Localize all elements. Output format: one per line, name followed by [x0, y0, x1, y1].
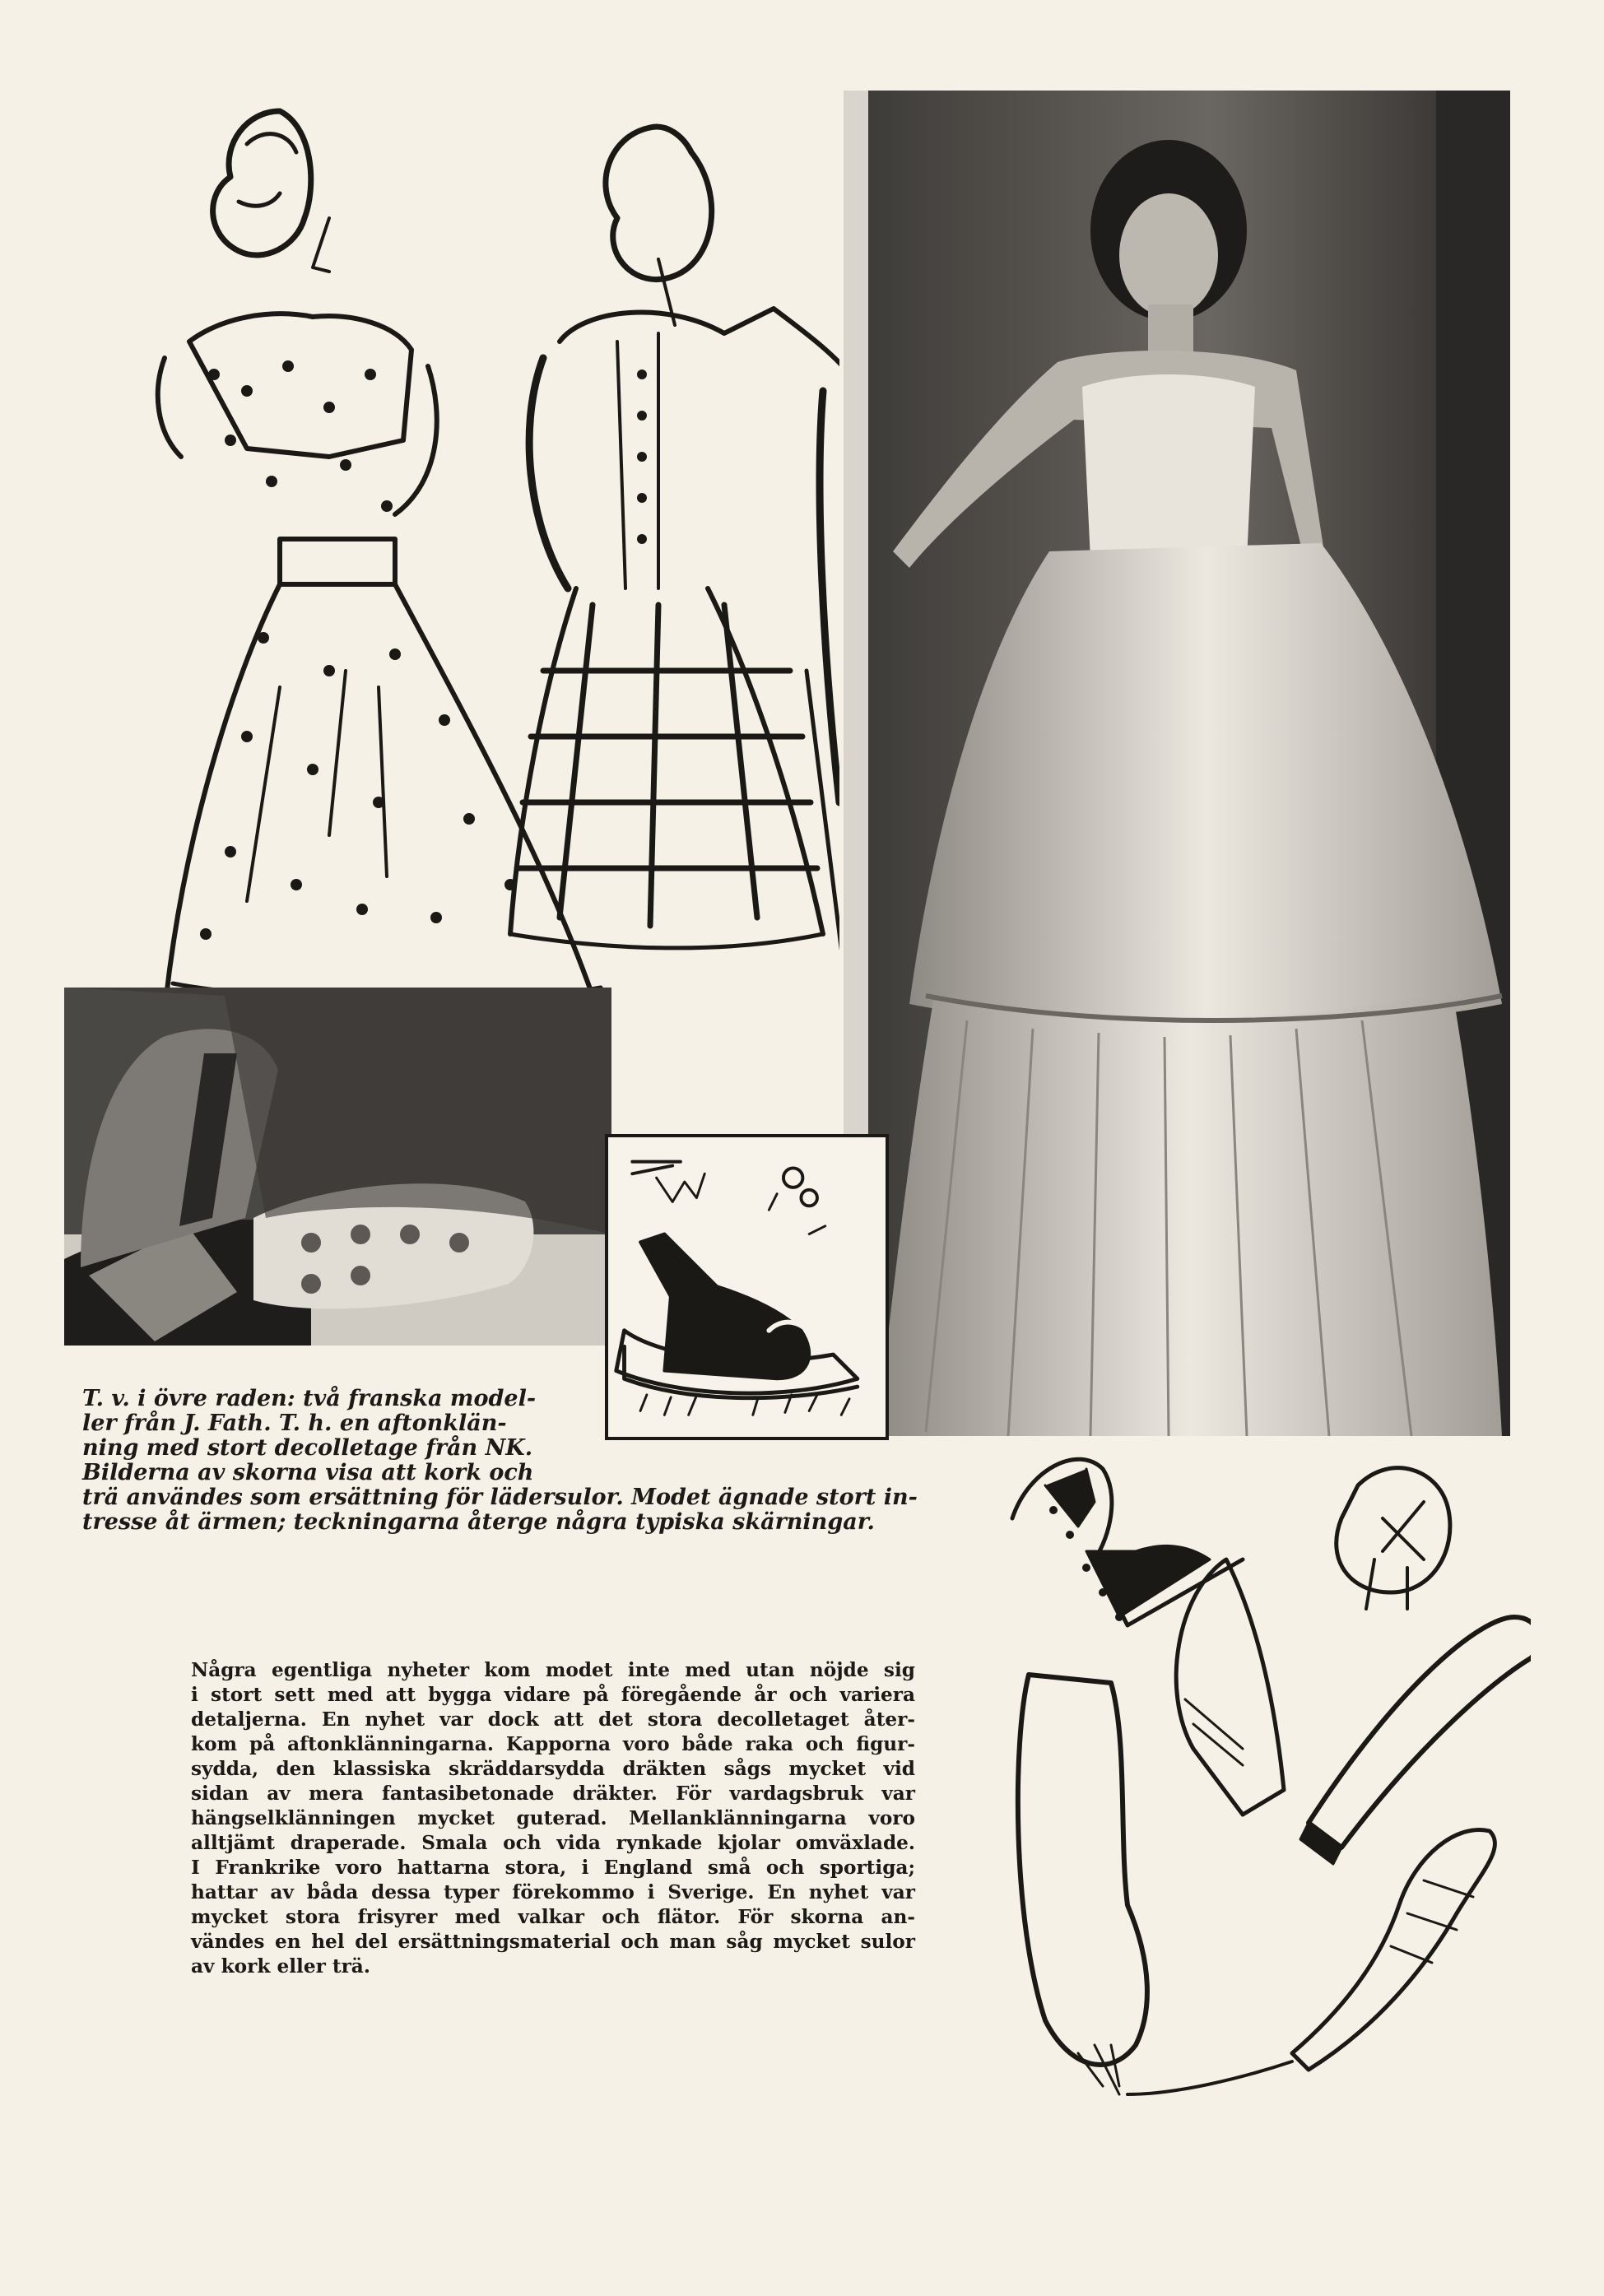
body-line: Några egentliga nyheter kom modet inte med utan nöjde sig [191, 1659, 915, 1681]
body-line: hängselklänningen mycket guterad. Mellanklänningarna voro [191, 1807, 915, 1829]
body-line: hattar av båda dessa typer förekommo i Sverige. En nyhet var [191, 1881, 915, 1903]
body-line: av kork eller trä. [191, 1955, 370, 1978]
photo-caption [82, 1387, 536, 1485]
caption-line: trä användes som ersättning för lädersulor. Modet ägnade stort in- [82, 1485, 918, 1510]
body-line: sidan av mera fantasibetonade dräkter. För vardagsbruk var [191, 1782, 915, 1805]
body-line: vändes en hel del ersättningsmaterial och man såg mycket sulor [191, 1931, 915, 1953]
sandal-sketch-illustration [605, 1134, 889, 1440]
dress-sketches-illustration [82, 95, 839, 1000]
caption-line: tresse åt ärmen; teckningarna återge några typiska skärningar. [82, 1509, 875, 1535]
caption-line: Bilderna av skorna visa att kork och [82, 1460, 534, 1485]
article-body-text [191, 1658, 915, 1979]
body-line: detaljerna. En nyhet var dock att det stora decolletaget åter- [191, 1708, 915, 1731]
body-line: sydda, den klassiska skräddarsydda dräkten sågs mycket vid [191, 1758, 915, 1780]
body-line: i stort sett med att bygga vidare på föregående år och variera [191, 1684, 915, 1706]
body-line: I Frankrike voro hattarna stora, i England små och sportiga; [191, 1857, 915, 1879]
caption-line: T. v. i övre raden: två franska model- [82, 1386, 537, 1411]
sleeve-sketches-illustration [996, 1452, 1531, 2119]
caption-line: ler från J. Fath. T. h. en aftonklän- [82, 1411, 507, 1436]
body-line: alltjämt draperade. Smala och vida rynkade kjolar omväxlade. [191, 1832, 915, 1854]
caption-line: ning med stort decolletage från NK. [82, 1435, 533, 1461]
photo-caption-continued [82, 1485, 918, 1535]
body-line: mycket stora frisyrer med valkar och flätor. För skorna an- [191, 1906, 915, 1928]
evening-gown-photograph [844, 91, 1510, 1436]
cork-shoes-photograph [64, 988, 611, 1346]
body-line: kom på aftonklänningarna. Kapporna voro både raka och figur- [191, 1733, 915, 1755]
